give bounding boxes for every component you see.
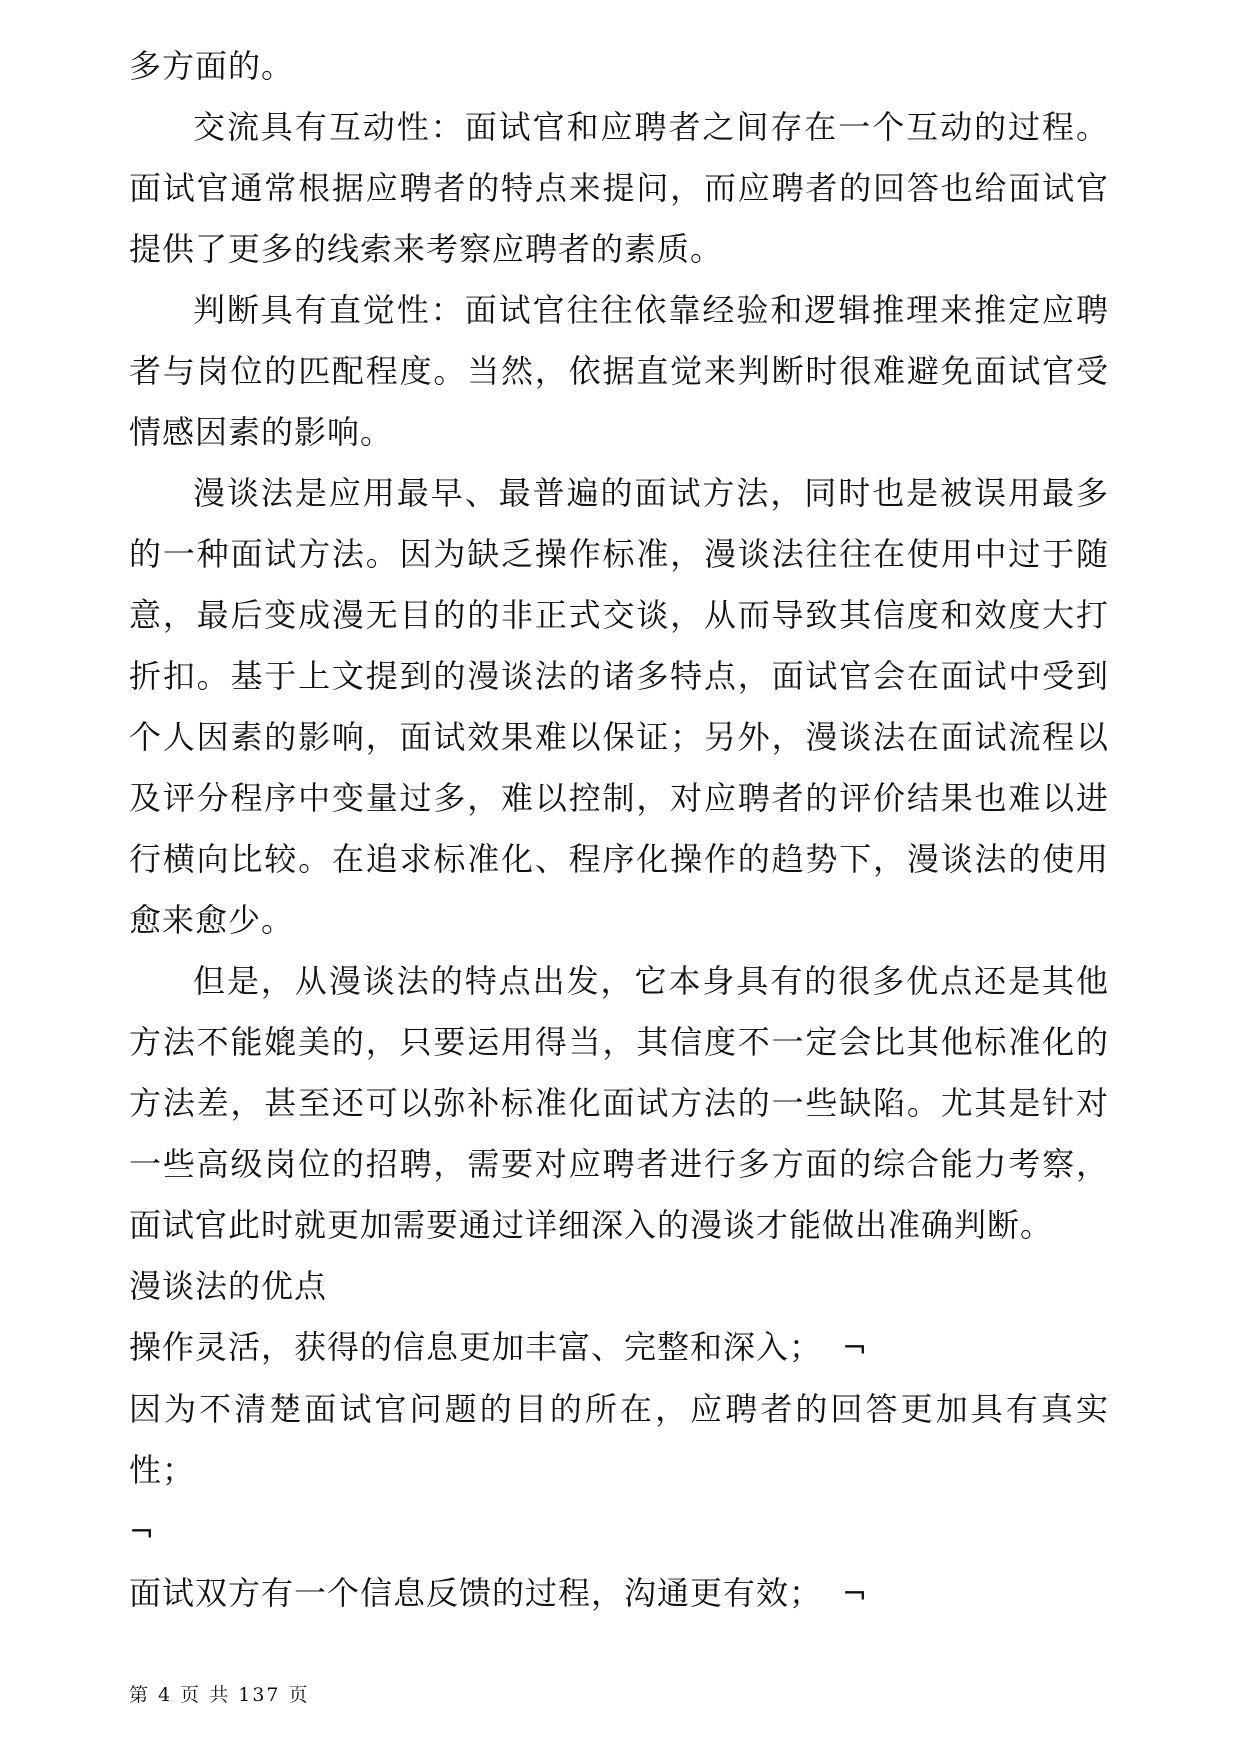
paragraph: 但是，从漫谈法的特点出发，它本身具有的很多优点还是其他方法不能媲美的，只要运用得当，其信度不一定会比其他标准化的方法差，甚至还可以弥补标准化面试方法的一些缺陷。尤其是针对一些高级岗位的招聘，需要对应聘者进行多方面的综合能力考察，面试官此时就更加需要通过详细深入的漫谈才能做出准确判断。: [129, 962, 1109, 1244]
section-heading: 漫谈法的优点: [129, 1267, 328, 1305]
paragraph: 多方面的。: [129, 47, 295, 85]
page-footer: 第 4 页 共 137 页: [129, 1684, 310, 1706]
list-item: 操作灵活，获得的信息更加丰富、完整和深入； ¬: [129, 1328, 869, 1366]
list-item: 因为不清楚面试官问题的目的所在，应聘者的回答更加具有真实性；: [129, 1390, 1109, 1489]
line-end-mark-line: [129, 1501, 1109, 1563]
line-end-mark: ¬: [842, 1331, 869, 1366]
paragraph: 漫谈法是应用最早、最普遍的面试方法，同时也是被误用最多的一种面试方法。因为缺乏操作标准，漫谈法往往在使用中过于随意，最后变成漫无目的的非正式交谈，从而导致其信度和效度大打折扣。基于上文提到的漫谈法的诸多特点，面试官会在面试中受到个人因素的影响，面试效果难以保证；另外，漫谈法在面试流程以及评分程序中变量过多，难以控制，对应聘者的评价结果也难以进行横向比较。在追求标准化、程序化操作的趋势下，漫谈法的使用愈来愈少。: [129, 474, 1109, 939]
paragraph: 交流具有互动性：面试官和应聘者之间存在一个互动的过程。面试官通常根据应聘者的特点来提问，而应聘者的回答也给面试官提供了更多的线索来考察应聘者的素质。: [129, 108, 1109, 268]
line-end-mark: ¬: [842, 1577, 869, 1612]
list-item: 面试双方有一个信息反馈的过程，沟通更有效； ¬: [129, 1574, 869, 1612]
document-body: [129, 36, 1109, 1625]
line-end-mark: ¬: [129, 1515, 156, 1550]
paragraph: 判断具有直觉性：面试官往往依靠经验和逻辑推理来推定应聘者与岗位的匹配程度。当然，依据直觉来判断时很难避免面试官受情感因素的影响。: [129, 291, 1109, 451]
